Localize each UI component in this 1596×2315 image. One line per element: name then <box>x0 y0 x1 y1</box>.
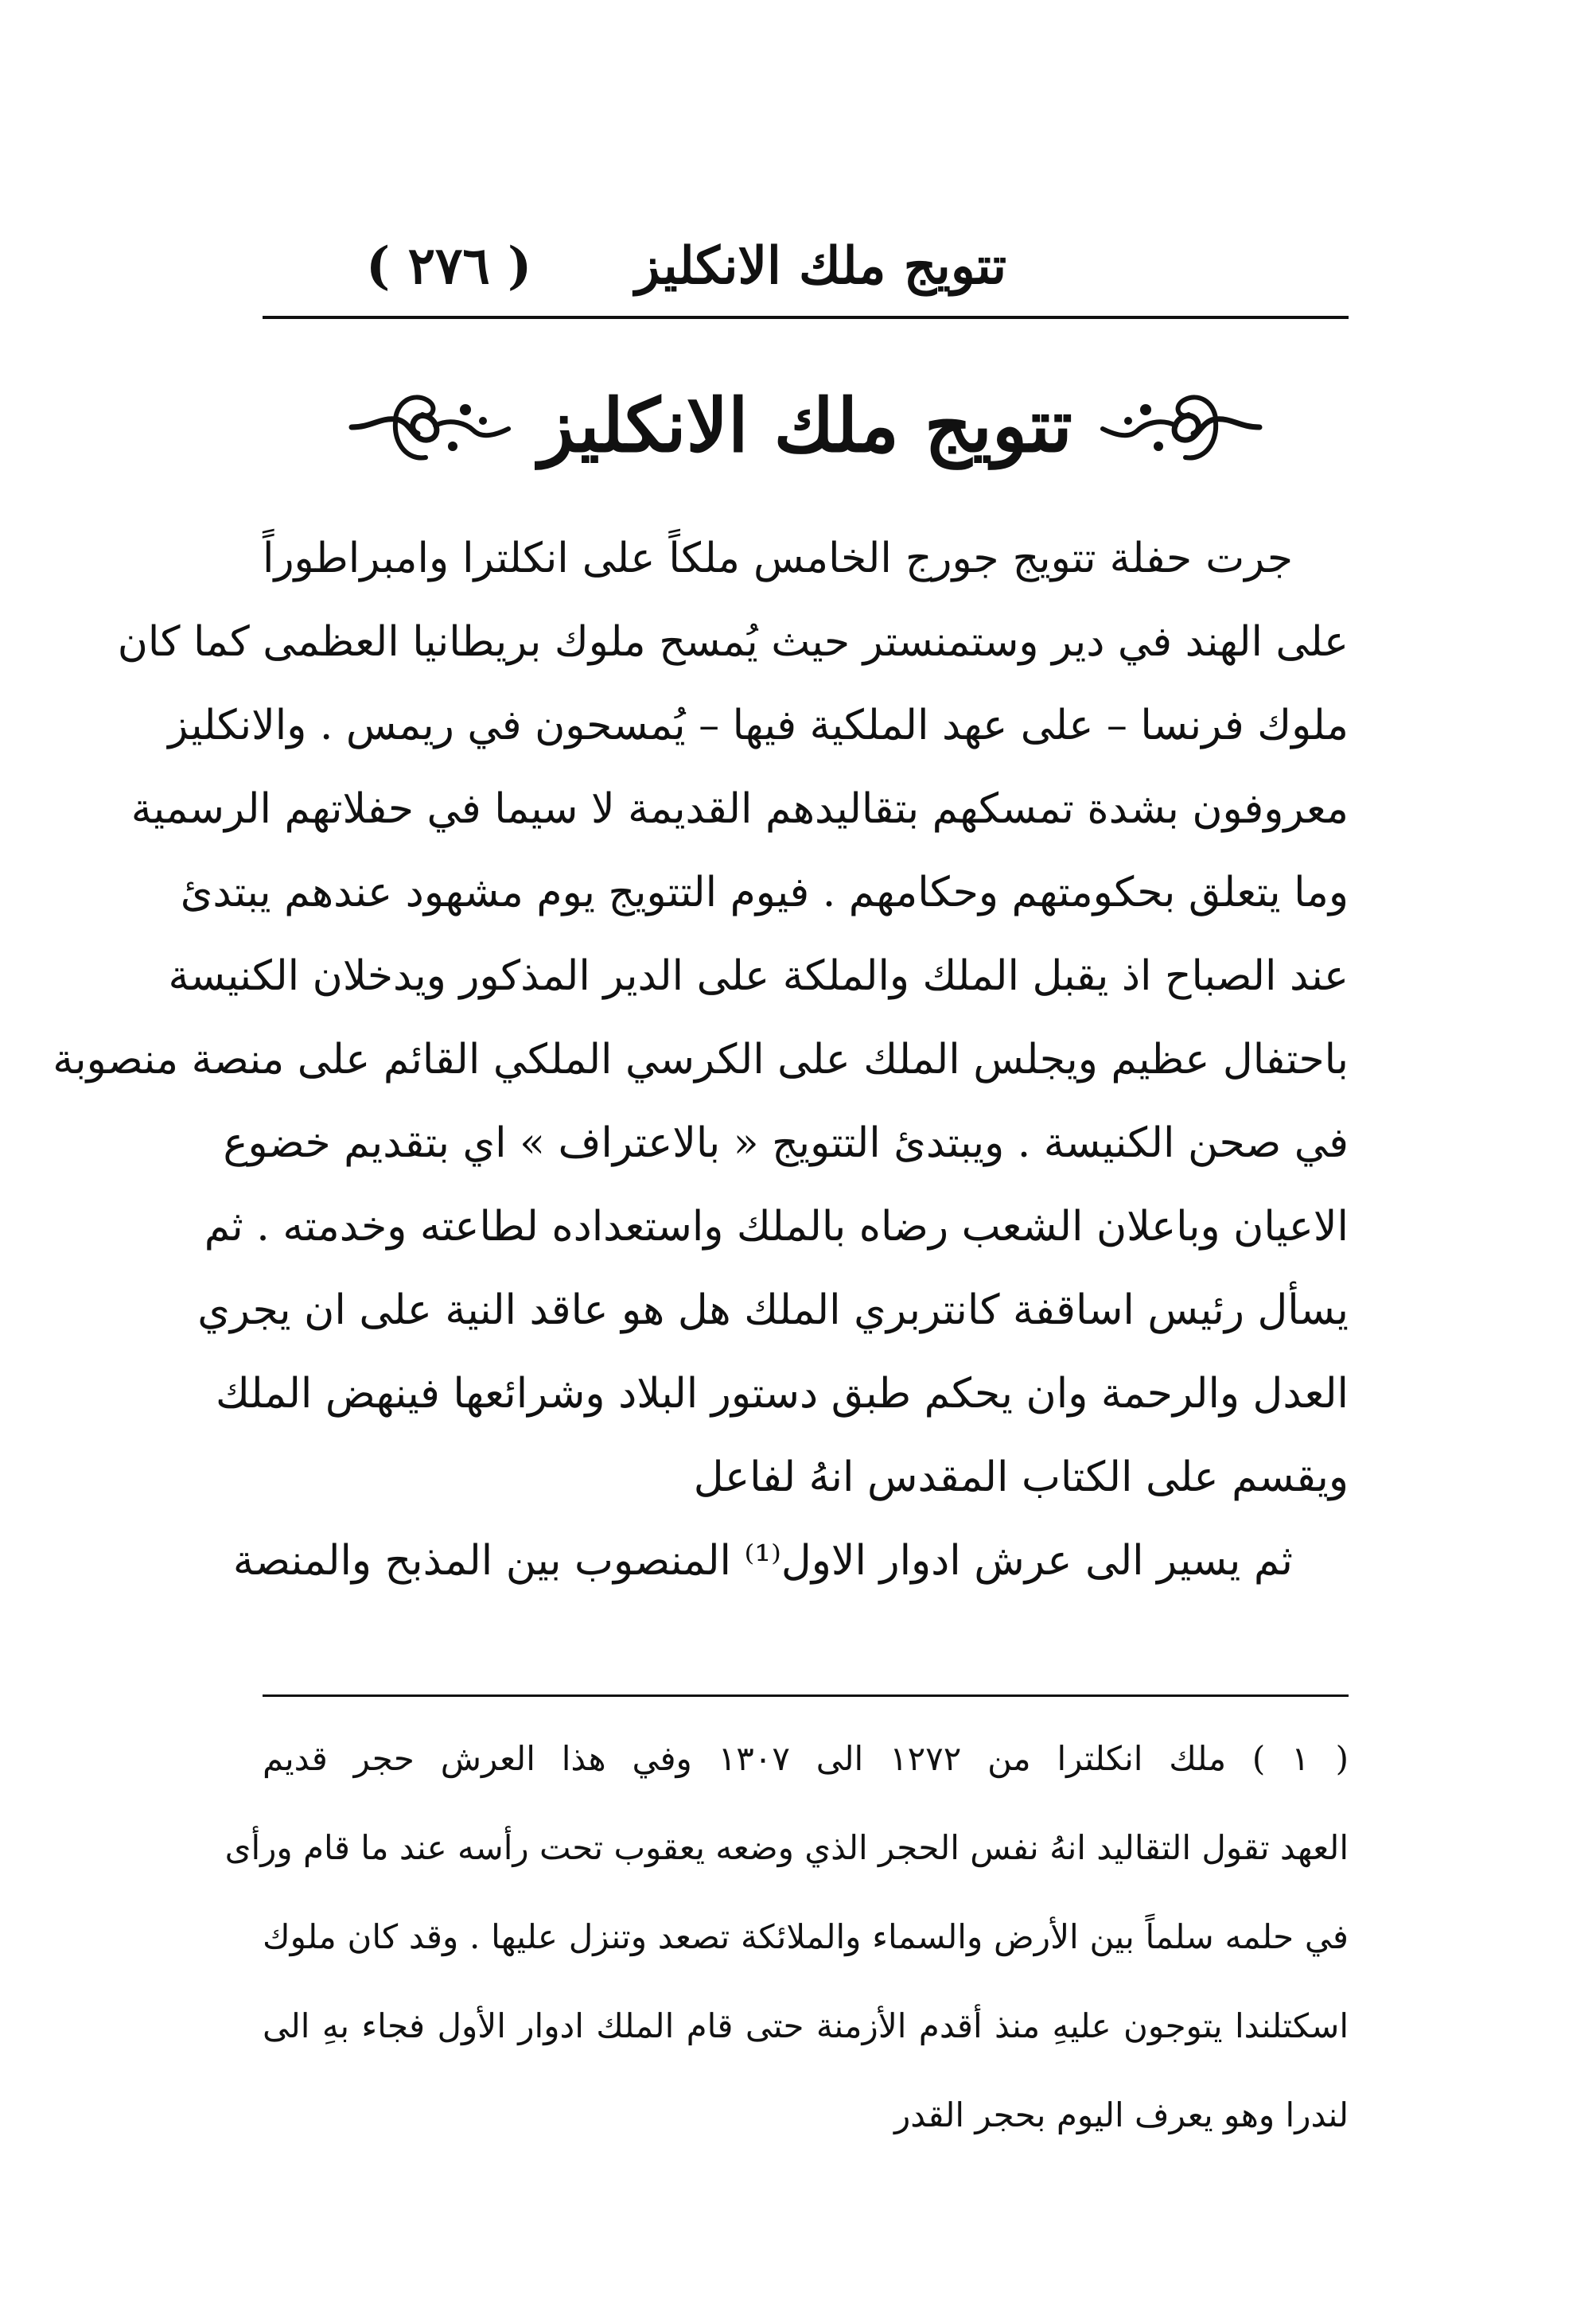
body-line: معروفون بشدة تمسكهم بتقاليدهم القديمة لا سيما في حفلاتهم الرسمية <box>130 785 1349 833</box>
body-line: جرت حفلة تتويج جورج الخامس ملكاً على انكلترا وامبراطوراً <box>263 535 1293 582</box>
body-line: العدل والرحمة وان يحكم طبق دستور البلاد وشرائعها فينهض الملك <box>215 1370 1349 1418</box>
body-line: وما يتعلق بحكومتهم وحكامهم . فيوم التتويج يوم مشهود عندهم يبتدئ <box>180 869 1349 916</box>
footnotes <box>224 1714 1349 2160</box>
running-title: تتويج ملك الانكليز <box>635 236 1006 296</box>
footnote-line: في حلمه سلماً بين الأرض والسماء والملائكة تصعد وتنزل عليها . وقد كان ملوك <box>263 1917 1349 1956</box>
body-line: ويقسم على الكتاب المقدس انهُ لفاعل <box>693 1453 1349 1501</box>
page-number: ( ٢٧٦ ) <box>366 236 532 296</box>
footnote-line: لندرا وهو يعرف اليوم بحجر القدر <box>894 2095 1349 2134</box>
body-line: عند الصباح اذ يقبل الملك والملكة على الدير المذكور ويدخلان الكنيسة <box>168 952 1349 1000</box>
body-text <box>53 517 1349 1603</box>
footnote-line: ( ١ ) ملك انكلترا من ١٢٧٢ الى ١٣٠٧ وفي هذا العرش حجر قديم <box>263 1739 1349 1778</box>
running-header <box>263 227 1349 314</box>
header-rule <box>263 316 1349 319</box>
ornament-flourish-icon <box>348 378 515 473</box>
footnote-line: العهد تقول التقاليد انهُ نفس الحجر الذي وضعه يعقوب تحت رأسه عند ما قام ورأى <box>224 1828 1349 1867</box>
body-line: ثم يسير الى عرش ادوار الاول⁽¹⁾ المنصوب بين المذبح والمنصة <box>232 1537 1293 1585</box>
ornament-flourish-icon <box>1096 378 1263 473</box>
body-line: ملوك فرنسا – على عهد الملكية فيها – يُمسحون في ريمس . والانكليز <box>168 702 1349 749</box>
footnote-line: اسكتلندا يتوجون عليهِ منذ أقدم الأزمنة حتى قام الملك ادوار الأول فجاء بهِ الى <box>263 2006 1349 2045</box>
body-line: في صحن الكنيسة . ويبتدئ التتويج « بالاعتراف » اي بتقديم خضوع <box>223 1119 1349 1167</box>
chapter-heading <box>263 358 1349 493</box>
body-line: يسأل رئيس اساقفة كانتربري الملك هل هو عاقد النية على ان يجري <box>197 1286 1349 1334</box>
footnote-rule <box>263 1694 1349 1697</box>
body-line: باحتفال عظيم ويجلس الملك على الكرسي الملكي القائم على منصة منصوبة <box>53 1036 1349 1084</box>
chapter-title: تتويج ملك الانكليز <box>539 383 1072 469</box>
body-line: على الهند في دير وستمنستر حيث يُمسح ملوك بريطانيا العظمى كما كان <box>117 618 1349 666</box>
body-line: الاعيان وباعلان الشعب رضاه بالملك واستعداده لطاعته وخدمته . ثم <box>204 1203 1349 1251</box>
